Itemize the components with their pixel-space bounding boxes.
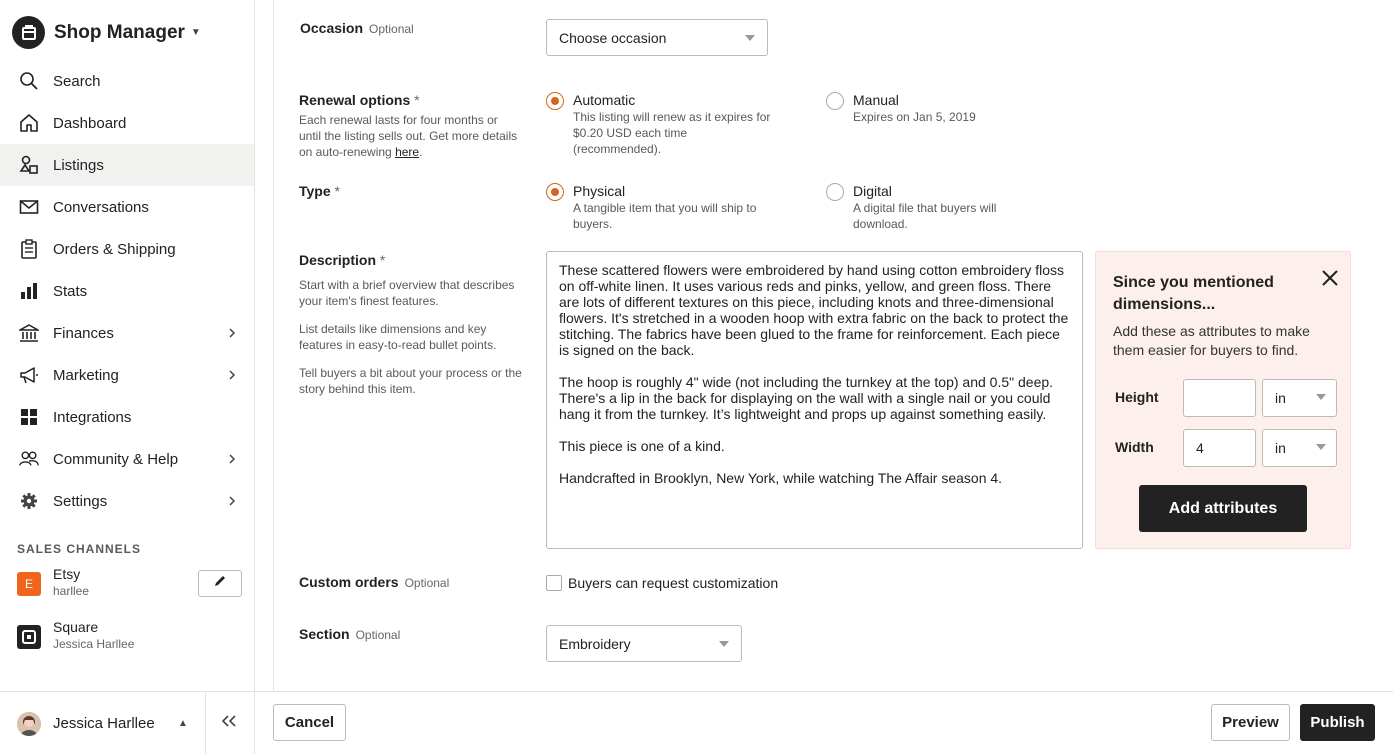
- sidebar-item-community-help[interactable]: [0, 438, 254, 480]
- sidebar-item-label: Stats: [53, 282, 88, 300]
- height-input[interactable]: [1183, 379, 1256, 417]
- listing-form: [273, 0, 1393, 691]
- app-title: Shop Manager: [54, 21, 185, 43]
- shop-manager-logo-icon: [12, 16, 45, 49]
- close-icon[interactable]: [1320, 268, 1340, 293]
- chevron-right-icon: [228, 368, 236, 385]
- type-physical-title: Physical: [573, 183, 626, 199]
- type-label: Type *: [299, 183, 340, 199]
- sidebar-item-search[interactable]: [0, 60, 254, 102]
- caret-down-icon: ▼: [190, 27, 201, 38]
- chevron-right-icon: [228, 452, 236, 469]
- sidebar-item-label: Dashboard: [53, 114, 127, 132]
- description-textarea[interactable]: These scattered flowers were embroidered by hand using cotton embroidery floss on off-white linen. It uses various reds and pinks, yellow, and green floss. There are lots of different textures on this piece, including knots and three-dimensional flowers. It's stretched in a wooden hoop with extra fabric on the back to protect the stitching. The fabrics have been glued to the frame for reinforcement. Each piece is signed on the back. The hoop is roughly 4" wide (not including the turnkey at the top) and 0.5" deep. There's a lip in the back for displaying on the wall with a single nail or you could hang it from the turnkey. It’s lightweight and props up against something easily. This piece is one of a kind. Handcrafted in Brooklyn, New York, while watching The Affair season 4.: [546, 251, 1083, 549]
- clipboard-icon: [19, 239, 39, 259]
- type-digital-radio[interactable]: [826, 183, 844, 201]
- divider: [205, 692, 206, 754]
- main-content: [255, 0, 1393, 691]
- sidebar-item-listings[interactable]: [0, 144, 254, 186]
- custom-orders-label: Custom orders Optional: [299, 574, 450, 590]
- listings-icon: [19, 155, 39, 175]
- sidebar-item-label: Orders & Shipping: [53, 240, 176, 258]
- channel-name: Etsy: [53, 566, 81, 582]
- width-input[interactable]: 4: [1183, 429, 1256, 467]
- description-help-1: Start with a brief overview that describes your item's finest features.: [299, 278, 515, 308]
- customization-checkbox[interactable]: [546, 575, 562, 591]
- sidebar-item-conversations[interactable]: [0, 186, 254, 228]
- type-digital-desc: A digital file that buyers will download.: [853, 201, 997, 231]
- user-name[interactable]: Jessica Harllee: [53, 715, 155, 732]
- cancel-button[interactable]: Cancel: [273, 704, 346, 741]
- search-icon: [19, 71, 39, 91]
- collapse-sidebar-icon[interactable]: [220, 714, 238, 733]
- chevron-right-icon: [228, 494, 236, 511]
- sidebar-item-label: Community & Help: [53, 450, 179, 468]
- pencil-icon: [213, 574, 227, 593]
- renewal-label: Renewal options *: [299, 92, 420, 108]
- caret-up-icon[interactable]: ▲: [178, 718, 188, 729]
- type-physical-radio[interactable]: [546, 183, 564, 201]
- channel-sub: Jessica Harllee: [53, 637, 135, 651]
- sidebar-item-label: Settings: [53, 492, 108, 510]
- sales-channels-heading: SALES CHANNELS: [17, 542, 142, 556]
- user-bar: [0, 691, 255, 754]
- people-icon: [19, 449, 39, 469]
- section-select[interactable]: Embroidery: [546, 625, 742, 662]
- mail-icon: [19, 197, 39, 217]
- footer-bar: [255, 691, 1393, 754]
- renewal-manual-radio[interactable]: [826, 92, 844, 110]
- channel-name: Square: [53, 619, 99, 635]
- add-attributes-button[interactable]: Add attributes: [1139, 485, 1307, 532]
- dropdown-arrow-icon: [1316, 444, 1326, 450]
- sidebar-item-settings[interactable]: [0, 480, 254, 522]
- sidebar-item-stats[interactable]: [0, 270, 254, 312]
- renewal-help: Each renewal lasts for four months or until the listing sells out. Get more details on auto-renewing here.: [299, 113, 518, 159]
- width-unit-select[interactable]: in: [1262, 429, 1337, 467]
- section-label: Section Optional: [299, 626, 401, 642]
- sidebar-item-marketing[interactable]: [0, 354, 254, 396]
- sales-channel-etsy[interactable]: [17, 566, 89, 598]
- occasion-select[interactable]: Choose occasion: [546, 19, 768, 56]
- sidebar-item-label: Conversations: [53, 198, 149, 216]
- shop-manager-menu[interactable]: [12, 16, 201, 49]
- width-label: Width: [1115, 439, 1154, 455]
- megaphone-icon: [19, 365, 39, 385]
- sidebar-item-label: Listings: [53, 156, 104, 174]
- suggestion-title: Since you mentioned dimensions...: [1113, 274, 1274, 313]
- description-help-2: List details like dimensions and key features in easy-to-read bullet points.: [299, 322, 497, 352]
- sidebar-item-dashboard[interactable]: [0, 102, 254, 144]
- bar-chart-icon: [19, 281, 39, 301]
- description-help-3: Tell buyers a bit about your process or the story behind this item.: [299, 366, 522, 396]
- sales-channel-square[interactable]: [17, 619, 134, 651]
- height-unit-select[interactable]: in: [1262, 379, 1337, 417]
- auto-renew-link[interactable]: here: [395, 145, 420, 159]
- height-label: Height: [1115, 389, 1159, 405]
- chevron-right-icon: [228, 326, 236, 343]
- grid-icon: [19, 407, 39, 427]
- type-physical-desc: A tangible item that you will ship to buyers.: [573, 201, 757, 231]
- etsy-badge: E: [17, 572, 41, 596]
- renewal-automatic-desc: This listing will renew as it expires for $0.20 USD each time (recommended).: [573, 110, 771, 156]
- renewal-automatic-title: Automatic: [573, 92, 636, 108]
- type-digital-title: Digital: [853, 183, 892, 199]
- square-logo-icon: [17, 625, 41, 649]
- bank-icon: [19, 323, 39, 343]
- renewal-manual-desc: Expires on Jan 5, 2019: [853, 110, 976, 124]
- sidebar-item-label: Finances: [53, 324, 114, 342]
- sidebar-item-label: Marketing: [53, 366, 119, 384]
- sidebar-item-orders-shipping[interactable]: [0, 228, 254, 270]
- edit-channels-button[interactable]: [198, 570, 242, 597]
- renewal-manual-title: Manual: [853, 92, 899, 108]
- sidebar-item-label: Integrations: [53, 408, 132, 426]
- sidebar-item-label: Search: [53, 72, 101, 90]
- dropdown-arrow-icon: [719, 641, 729, 647]
- dropdown-arrow-icon: [745, 35, 755, 41]
- sidebar-nav: [0, 60, 254, 522]
- sidebar-item-integrations[interactable]: [0, 396, 254, 438]
- preview-button[interactable]: Preview: [1211, 704, 1290, 741]
- customization-checkbox-label[interactable]: Buyers can request customization: [568, 575, 779, 591]
- channel-sub: harllee: [53, 584, 90, 598]
- description-label: Description *: [299, 252, 386, 268]
- gear-icon: [19, 491, 39, 511]
- avatar[interactable]: [17, 712, 41, 736]
- suggestion-text: Add these as attributes to make them easier for buyers to find.: [1113, 323, 1310, 358]
- sidebar-item-finances[interactable]: [0, 312, 254, 354]
- occasion-label: Occasion Optional: [300, 20, 414, 36]
- sidebar: [0, 0, 255, 754]
- dimensions-suggestion-panel: [1095, 251, 1351, 549]
- publish-button[interactable]: Publish: [1300, 704, 1375, 741]
- home-icon: [19, 113, 39, 133]
- dropdown-arrow-icon: [1316, 394, 1326, 400]
- renewal-automatic-radio[interactable]: [546, 92, 564, 110]
